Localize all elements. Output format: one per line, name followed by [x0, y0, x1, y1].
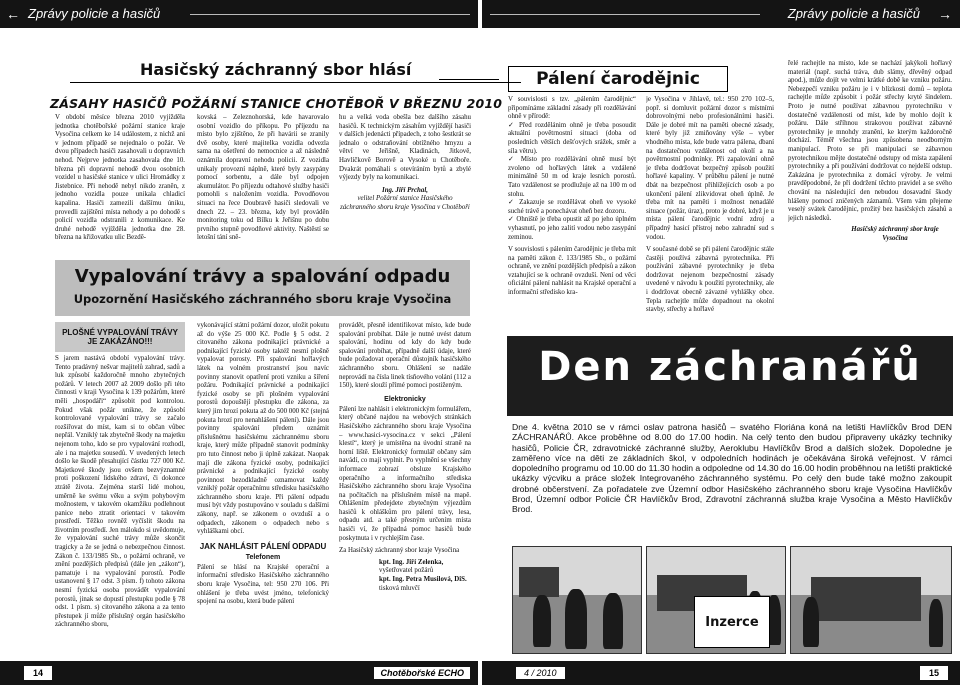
- warning-box: [55, 322, 185, 352]
- article-title: Vypalování trávy a spalování odpadu: [74, 266, 451, 287]
- footer-bar-right: [482, 661, 960, 685]
- event-photo: [512, 546, 642, 654]
- paragraph: je Vysočina v Jihlavě, tel.: 950 270 102–5, popř. si domluvit požární dozor s místními dobrovolnými nebo profesionálními hasiči. Dále je dobré mít na paměti obecné zásady, které byly již zmiňovány výše – vyber vhodného místa, kde bude vatra pálena, dbaní na dostatečnou vzdálenost od okolí a na povětrnostní podmínky. Při zapalování ohně je třeba dodržovat bezpečný způsob použití hořlavé kapaliny. V průběhu pálení je nutné dbát na bezpečnost přihlížejících osob a po ukončení pálení zlikvidovat oheň úplně. Je třeba mít na paměti i možnost nenadálé situace (požár, úraz), proto je dobré, když je u místa pálení čarodějnic vodní zdroj a případný hasicí přístroj nebo zahradní sud s vodou.: [646, 96, 774, 241]
- article-title: Pálení čarodějnic: [536, 69, 700, 89]
- signature-role: velitel Požární stanice Hasičského záchranného sboru kraje Vysočina v Chotěboři: [340, 195, 470, 211]
- paragraph: Pálení se hlásí na Krajské operační a informační středisko Hasičského záchranného sboru kraje Vysočina, tel: 950 270 106. Při ohlášení je třeba uvést jméno, telefonický spojení na osobu, která bude pálení: [197, 563, 329, 606]
- article-column: [55, 114, 185, 256]
- paragraph: S jarem nastává období vypalování trávy. Tento pradávný nešvar majitelů zahrad, sadů a luk způsobí každoročně mnoho zbytečných požárů. V letech 2007 až 2009 došlo při této činnosti v kraji Vysočina k 139 požárům, které měli „hospodáři“ způsobit pod kontrolou. Pokud však požár unikne, že způsobí kontrolované vypalování trávy se začalo rozšiřovat do míst, kam si to občan vůbec nepřál. Vzniklý tak zbytečně škody na majetku nejenom toho, kdo se pro vypalování rozhodl, ale i na majetku sousedů. V uvedených letech došlo ke škodě přesahující částku 727 000 Kč. Majetkové škody jsou ovšem bezvýznamné proti poškození lidského zdraví, či dokonce ztrátě života. Zejména starší lidé mohou, uměrně ke svému věku a svým pohybovým možnostem, v takovém okamžiku podlehnout panice nebo ztratit orientaci v takovém prostředí. Těžko rovněž vyčíslit škodu na životním prostředí. Jen málokdo si uvědomuje, že vypalování suché trávy může skončit tragicky a že se jedná o nebezpečnou činnost. Zákon č. 133/1985 Sb., o požární ochraně, ve znění pozdějších předpisů (dále jen „zákon“), pamatuje i na vypalování porostů. Podle ustanovení § 17 odst. 3 písm. f) tohoto zákona nesmí fyzická osoba provádět vypalování porostů, jinak se dopustí přestupku podle § 78 odst. 1 písm. s) citovaného zákona a za tento přestupek jí může příslušný orgán hasičského záchranného sboru,: [55, 355, 185, 629]
- list-item: ✓ Ohniště je třeba opustit až po jeho úplném vyhasnutí, po jeho zalití vodou nebo zasypání zeminou.: [508, 216, 636, 241]
- article-title: Hasičský záchranný sbor hlásí: [140, 60, 411, 79]
- article-column: [788, 60, 952, 332]
- article-banner: [507, 336, 953, 416]
- signature-role: vyšetřovatel požárů: [379, 567, 434, 575]
- header-rule: [190, 14, 470, 15]
- article-column: [197, 322, 329, 656]
- article-banner: [55, 260, 470, 316]
- paragraph: V období měsíce března 2010 vyjížděla jednotka chotěbořské požární stanice kraje Vysočina celkem ke 14 událostem, z nichž ani v jednom případě se nejednalo o požár. Ve dvou případech hasiči zasahovali u dopravních nehod. Nejprve jednotka zasahovala dne 10. března při dopravní nehodě dvou osobních vozidel u hasičské stanice v ulici Hromádky z Jistebnice. Při nehodě nebyl nikdo zraněn, z jednoho vozidla pouze unikala chladicí kapalina. Hasiči zamezili dalšímu úniku, provedli zajištění místa nehody a po dohodě s policií vozidla odstranili z komunikace. Ke druhé nehodě vyjížděla jednotka dne 28. března na křižovatku ulic Bezdě-: [55, 114, 185, 242]
- article-title-box: [508, 66, 728, 92]
- paragraph: Pálení lze nahlásit i elektronickým formulářem, který občané najdou na webových stránkách Hasičského záchranného sboru kraje Vysočina – www.hasici-vysocina.cz v sekci „Pálení klestí“, který je umístěna na úvodní straně na horní liště. Elektronický formulář občany sám navádí, co mají vyplnit. Po vyplnění se všechny informace zobrazí obsluze Krajského operačního a informačního střediska Hasičského záchranného sboru kraje Vysočina na počítačích na příslušném místě na mapě. Ohlášením předejdete zbytečným výjezdům hasičů k ohláškům pro pálení trávy, lesa, odpadu atd. a také přesným určením místa hasiči ví, že případná pomoc hasičů bude poskytnuta i v rychlejším čase.: [339, 405, 471, 542]
- header-title-left: Zprávy policie a hasičů: [28, 6, 161, 21]
- article-column: [508, 96, 636, 332]
- article-column: [339, 322, 471, 656]
- header-bar-right: [482, 0, 960, 28]
- signature-name: kpt. Ing. Petra Musilová, DiS.: [379, 576, 467, 584]
- issue-number: 4 / 2010: [516, 667, 565, 679]
- article-column: [339, 114, 471, 256]
- list-item: ✓ Zakazuje se rozdělávat oheň ve vysoké suché trávě a ponechávat oheň bez dozoru.: [508, 199, 636, 215]
- paragraph: V současné době se při pálení čarodějnic stále častěji používá zábavná pyrotechnika. Při používání zábavné pyrotechniky je třeba dodržovat nejenom bezpečnostní zásady uvedené v návodu k použití pyrotechniky, ale i dodržovat obecně závazné vyhlášky obce. Tepla rachejtle může dopadnout na okolní stavby, střechy a hořlavé: [646, 246, 774, 314]
- paragraph: hu a velká voda obešla bez dalšího zásahu hasičů. K technickým zásahům vyjíždějí hasiči v dalších jedenácti případech, z toho šestkrát se jednalo o odstraňování obtížného hmyzu a větví ve Jeřišně, Kladinách, Jitkově, Havlíčkově Borově a Vysoké u Chotěboře. Dvakrát pomáhali s otevíráním bytů a zbylé výjezdy byly na komunikaci.: [339, 114, 471, 182]
- paragraph: provádět, přesně identifikovat místo, kde bude spalování probíhat. Dále je nutné uvést datum spalování, hodinu od kdy do kdy bude spalování probíhat, případně další údaje, které bude požadovat operační důstojník hasičského záchranného sboru. Ohlášení se nadále neprovádí na čísla linek tísňového volání (112 a 150), které slouží přímé pomoci postiženým.: [339, 322, 471, 390]
- article-body: Dne 4. května 2010 se v rámci oslav patrona hasičů – svatého Floriána koná na letišti Havlíčkův Brod DEN ZÁCHRANÁŘŮ. Akce proběhne od 8.00 do 17.00 hodin. Na celý tento den budou připraveny ukázky techniky hasičů, Policie ČR, zdravotnické záchranné služby, Aeroklubu Havlíčkův Brod a dalších složek. Dopoledne je zaměřeno více na děti ze základních škol, v odpoledních hodinách je očekávána široká veřejnost. V rámci dopoledního programu od 10.00 do 11.30 hodin a odpoledne od 14.30 do 16.00 hodin proběhnou na letišti praktické ukázky výcviku a práce složek Integrovaného záchranného systému. Po celý den bude také možno zakoupit drobné občerstvení. Za pořadatele zve Územní odbor Hasičského záchranného sboru kraje Vysočina Havlíčkův Brod, Územní odbor Policie ČR Havlíčkův Brod, Zdravotní záchranná služba kraje Vysočina a Město Havlíčkův Brod.: [512, 422, 952, 515]
- warning-heading: PLOŠNÉ VYPALOVÁNÍ TRÁVY JE ZAKÁZÁNO!!!: [62, 328, 178, 346]
- signature-intro: Za Hasičský záchranný sbor kraje Vysočina: [339, 547, 460, 555]
- signature: Hasičský záchranný sbor kraje Vysočina: [851, 226, 939, 242]
- arrow-right-icon: →: [938, 6, 952, 22]
- rules-list: [508, 122, 636, 242]
- section-subheading: Elektronicky: [384, 395, 426, 403]
- signature: [339, 187, 471, 213]
- article-column: [55, 322, 185, 656]
- article-column: [197, 114, 329, 256]
- section-subheading: Telefonem: [245, 553, 281, 561]
- paragraph: řelé rachejtle na místo, kde se nachází jakýkoli hořlavý materiál (např. suchá tráva, dub slámy, dřevěný odpad apod.), může dojít ve velmi krátké době ke vzniku požáru. Nebezpečí vzniku požáru je i v blízkosti domů – teplota rachejtle může způsobit i požár střechy kryté šindelem. Proto je nutné používat zábavnou pyrotechniku v dostatečné vzdálenosti od míst, kde by mohlo dojít k požáru. Dále stříhnou strakovou používat zábavné pyrotechniky je mnohdy zranění, ke kterým každoročně dochází. Téměř všechna jsou způsobena neodborným manipulací. Proto se při manipulaci se zábavnou pyrotechnikou mějte dostatečné odstupy od místa zapálení pyrotechniky a při používání dodržovat co nejdelší odstup. Zakázána je pyrotechnika z domácí výroby. Je velmi pravděpodobné, že při dodržení těchto pravidel a se svého chování na následující den nebudou dosavadní škody hlášeny pomocí zničených záznamů. Všem vám přejeme veselý svátek čarodějnic, prožitý bez hasičských zásahů a jejich následků.: [788, 60, 952, 222]
- event-photo: [790, 546, 952, 654]
- title-rule: [70, 82, 521, 83]
- section-heading: JAK NAHLÁSIT PÁLENÍ ODPADU: [199, 541, 327, 551]
- advertisement-box[interactable]: [694, 596, 770, 648]
- header-bar-left: [0, 0, 478, 28]
- article-subtitle: Upozornění Hasičského záchranného sboru kraje Vysočina: [73, 292, 452, 306]
- footer-bar-left: [0, 661, 478, 685]
- list-item: ✓ Před rozdělánim ohně je třeba posoudit aktuální povětrnostní situaci (doba od posledních větších dešťových srážek, směr a síla větru).: [508, 121, 636, 155]
- paragraph: kovská – Železnohorská, kde havarovalo osobní vozidlo do příkopu. Po příjezdu na místo bylo zjištěno, že při havárii se zranily dvě osoby, které majitelka vozidla odvezla sama na ošetření do nemocnice a až následně oznámila dopravní nehodu policii. Z vozidla unikaly provozní náplně, které byly zasypány pomocí sorbentu, a dále byl odpojen akumulátor. Po příjezdu odtahové služby hasiči pomohli s naložením vozidla. Povodňovou situaci na řece Doubravě hasiči sledovali ve dnech 22. – 23. března, kdy byl prováděn monitoring toku od Bílku k Jeřišnu po dobu prvního stupně povodňové aktivity. Naštěstí se letošní tání sně-: [197, 114, 329, 242]
- masthead: Chotěbořské ECHO: [374, 667, 470, 679]
- title-rule: [439, 79, 499, 80]
- header-rule: [490, 14, 760, 15]
- signature-name: kpt. Ing. Jiří Zelenka,: [379, 558, 444, 566]
- paragraph: V souvislosti s pálením čarodějnic je třeba mít na paměti zákon č. 133/1985 Sb., o požární ochraně, ve znění pozdějších předpisů a zákon vztahující se k ochraně ovzduší. Není od věci oficiální pálení nahlásit na Krajské operační a informační středisko kra-: [508, 246, 636, 297]
- paragraph: vykonávající státní požární dozor, uložit pokutu až do výše 25 000 Kč. Podle § 5 odst. 2 citovaného zákona podnikající právnické a podnikající fyzické osoby taktéž nesmí plošně vypalovat porosty. Při spalování hořlavých látek na volném prostranství jsou navíc povinny stanovit opatření proti vzniku a šíření požáru. Podnikající právnické a podnikající fyzické osoby se při plošném vypalování porostů dopouštějí přestupku dle zákona, za který jim hrozí pokuta až do 500 000 Kč (stejná pokuta hrozí pro nenahlášení pálení). Dále jsou povinny spalování předem oznámit příslušnému hasičskému záchrannému sboru kraje, který může případně stanovit podmínky pro tuto činnost nebo ji úplně zakázat. Naopak mají dle zákona fyzické osoby, podnikající právnické a podnikající fyzické osoby povinnost bezodkladně oznamovat každý vzniklý požár operačnímu středisku hasičského záchranného sboru kraje. Při pálení odpadu musí být vždy postupováno v souladu s dalšími zákony, např. se zákonem o ovzduší a o odpadech, zákonem o odpadech nebo s vyhláškami obcí.: [197, 322, 329, 536]
- page-number: 14: [24, 666, 52, 680]
- signature: [339, 559, 471, 593]
- signature-name: Ing. Jiří Prchal,: [382, 186, 428, 194]
- arrow-left-icon: ←: [6, 6, 20, 22]
- header-title-right: Zprávy policie a hasičů: [787, 6, 920, 21]
- article-title: Den záchranářů: [538, 344, 922, 390]
- article-column: [646, 96, 774, 332]
- list-item: ✓ Místo pro rozdělávání ohně musí být zvoleno od hořlavých látek a vzdálené minimálně 50 m od kraje lesních porostů. Tato vzdálenost se prodlužuje až na 100 m od stohu.: [508, 156, 636, 198]
- paragraph: V souvislosti s tzv. „pálením čarodějnic“ připomínáme základní zásady při rozdělávání ohně v přírodě:: [508, 96, 636, 121]
- signature-role: tisková mluvčí: [379, 584, 420, 592]
- page-number: 15: [920, 666, 948, 680]
- ad-label: Inzerce: [705, 614, 759, 630]
- article-subtitle: ZÁSAHY HASIČŮ POŽÁRNÍ STANICE CHOTĚBOŘ V BŘEZNU 2010: [50, 96, 503, 111]
